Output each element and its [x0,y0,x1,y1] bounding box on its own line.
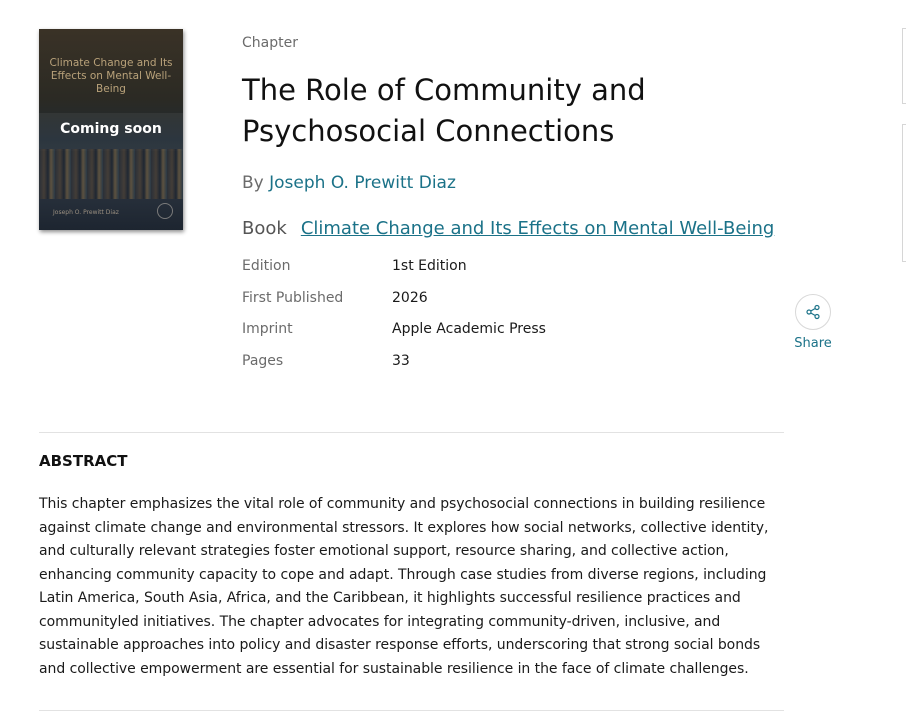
meta-value: 1st Edition [392,258,467,274]
metadata-list [242,258,546,385]
meta-row-first-published [242,290,546,322]
share-button[interactable] [795,294,831,351]
content-type-label: Chapter [242,35,298,51]
coming-soon-label: Coming soon [60,121,162,137]
meta-row-edition [242,258,546,290]
side-panel-card[interactable] [902,124,906,262]
meta-value: 33 [392,353,410,370]
share-label[interactable]: Share [794,336,832,351]
abstract-text: This chapter emphasizes the vital role of community and psychosocial connections in building resilience against climate change and environmental stressors. It explores how social networks, collective identity, and culturally relevant strategies foster emotional support, resource sharing, and collective action, enhancing community capacity to cope and adapt. Through case studies from diverse regions, including Latin America, South Asia, Africa, and the Caribbean, it highlights successful resilience practices and communityled initiatives. The chapter advocates for integrating community-driven, inclusive, and sustainable approaches into policy and disaster response efforts, underscoring that strong social bonds and collective empowerment are essential for sustainable resilience in the face of climate challenges. [39,496,769,677]
share-icon [805,304,821,320]
meta-key: Pages [242,353,284,370]
share-icon-circle[interactable] [795,294,831,330]
author-link[interactable]: Joseph O. Prewitt Diaz [269,173,456,193]
book-cover[interactable] [39,29,183,230]
meta-key: First Published [242,289,344,306]
side-panel-card[interactable] [902,28,906,104]
byline [242,173,456,193]
divider [39,432,784,433]
abstract-heading: ABSTRACT [39,452,128,470]
cover-title: Climate Change and Its Effects on Mental Well-Being [49,57,173,95]
publisher-logo-icon [157,203,173,219]
book-title-link[interactable]: Climate Change and Its Effects on Mental Well-Being [300,218,775,239]
meta-row-imprint [242,321,546,353]
divider [39,710,784,711]
meta-row-pages [242,353,546,385]
page-title: The Role of Community and Psychosocial Connections [242,73,646,148]
book-row [242,218,774,239]
by-label: By [242,173,264,193]
book-label: Book [242,218,287,239]
meta-key: Imprint [242,321,293,338]
meta-key: Edition [242,258,291,274]
meta-value: 2026 [392,289,428,306]
cover-author: Joseph O. Prewitt Diaz [53,209,119,216]
cover-image [39,149,183,199]
meta-value: Apple Academic Press [392,321,546,338]
